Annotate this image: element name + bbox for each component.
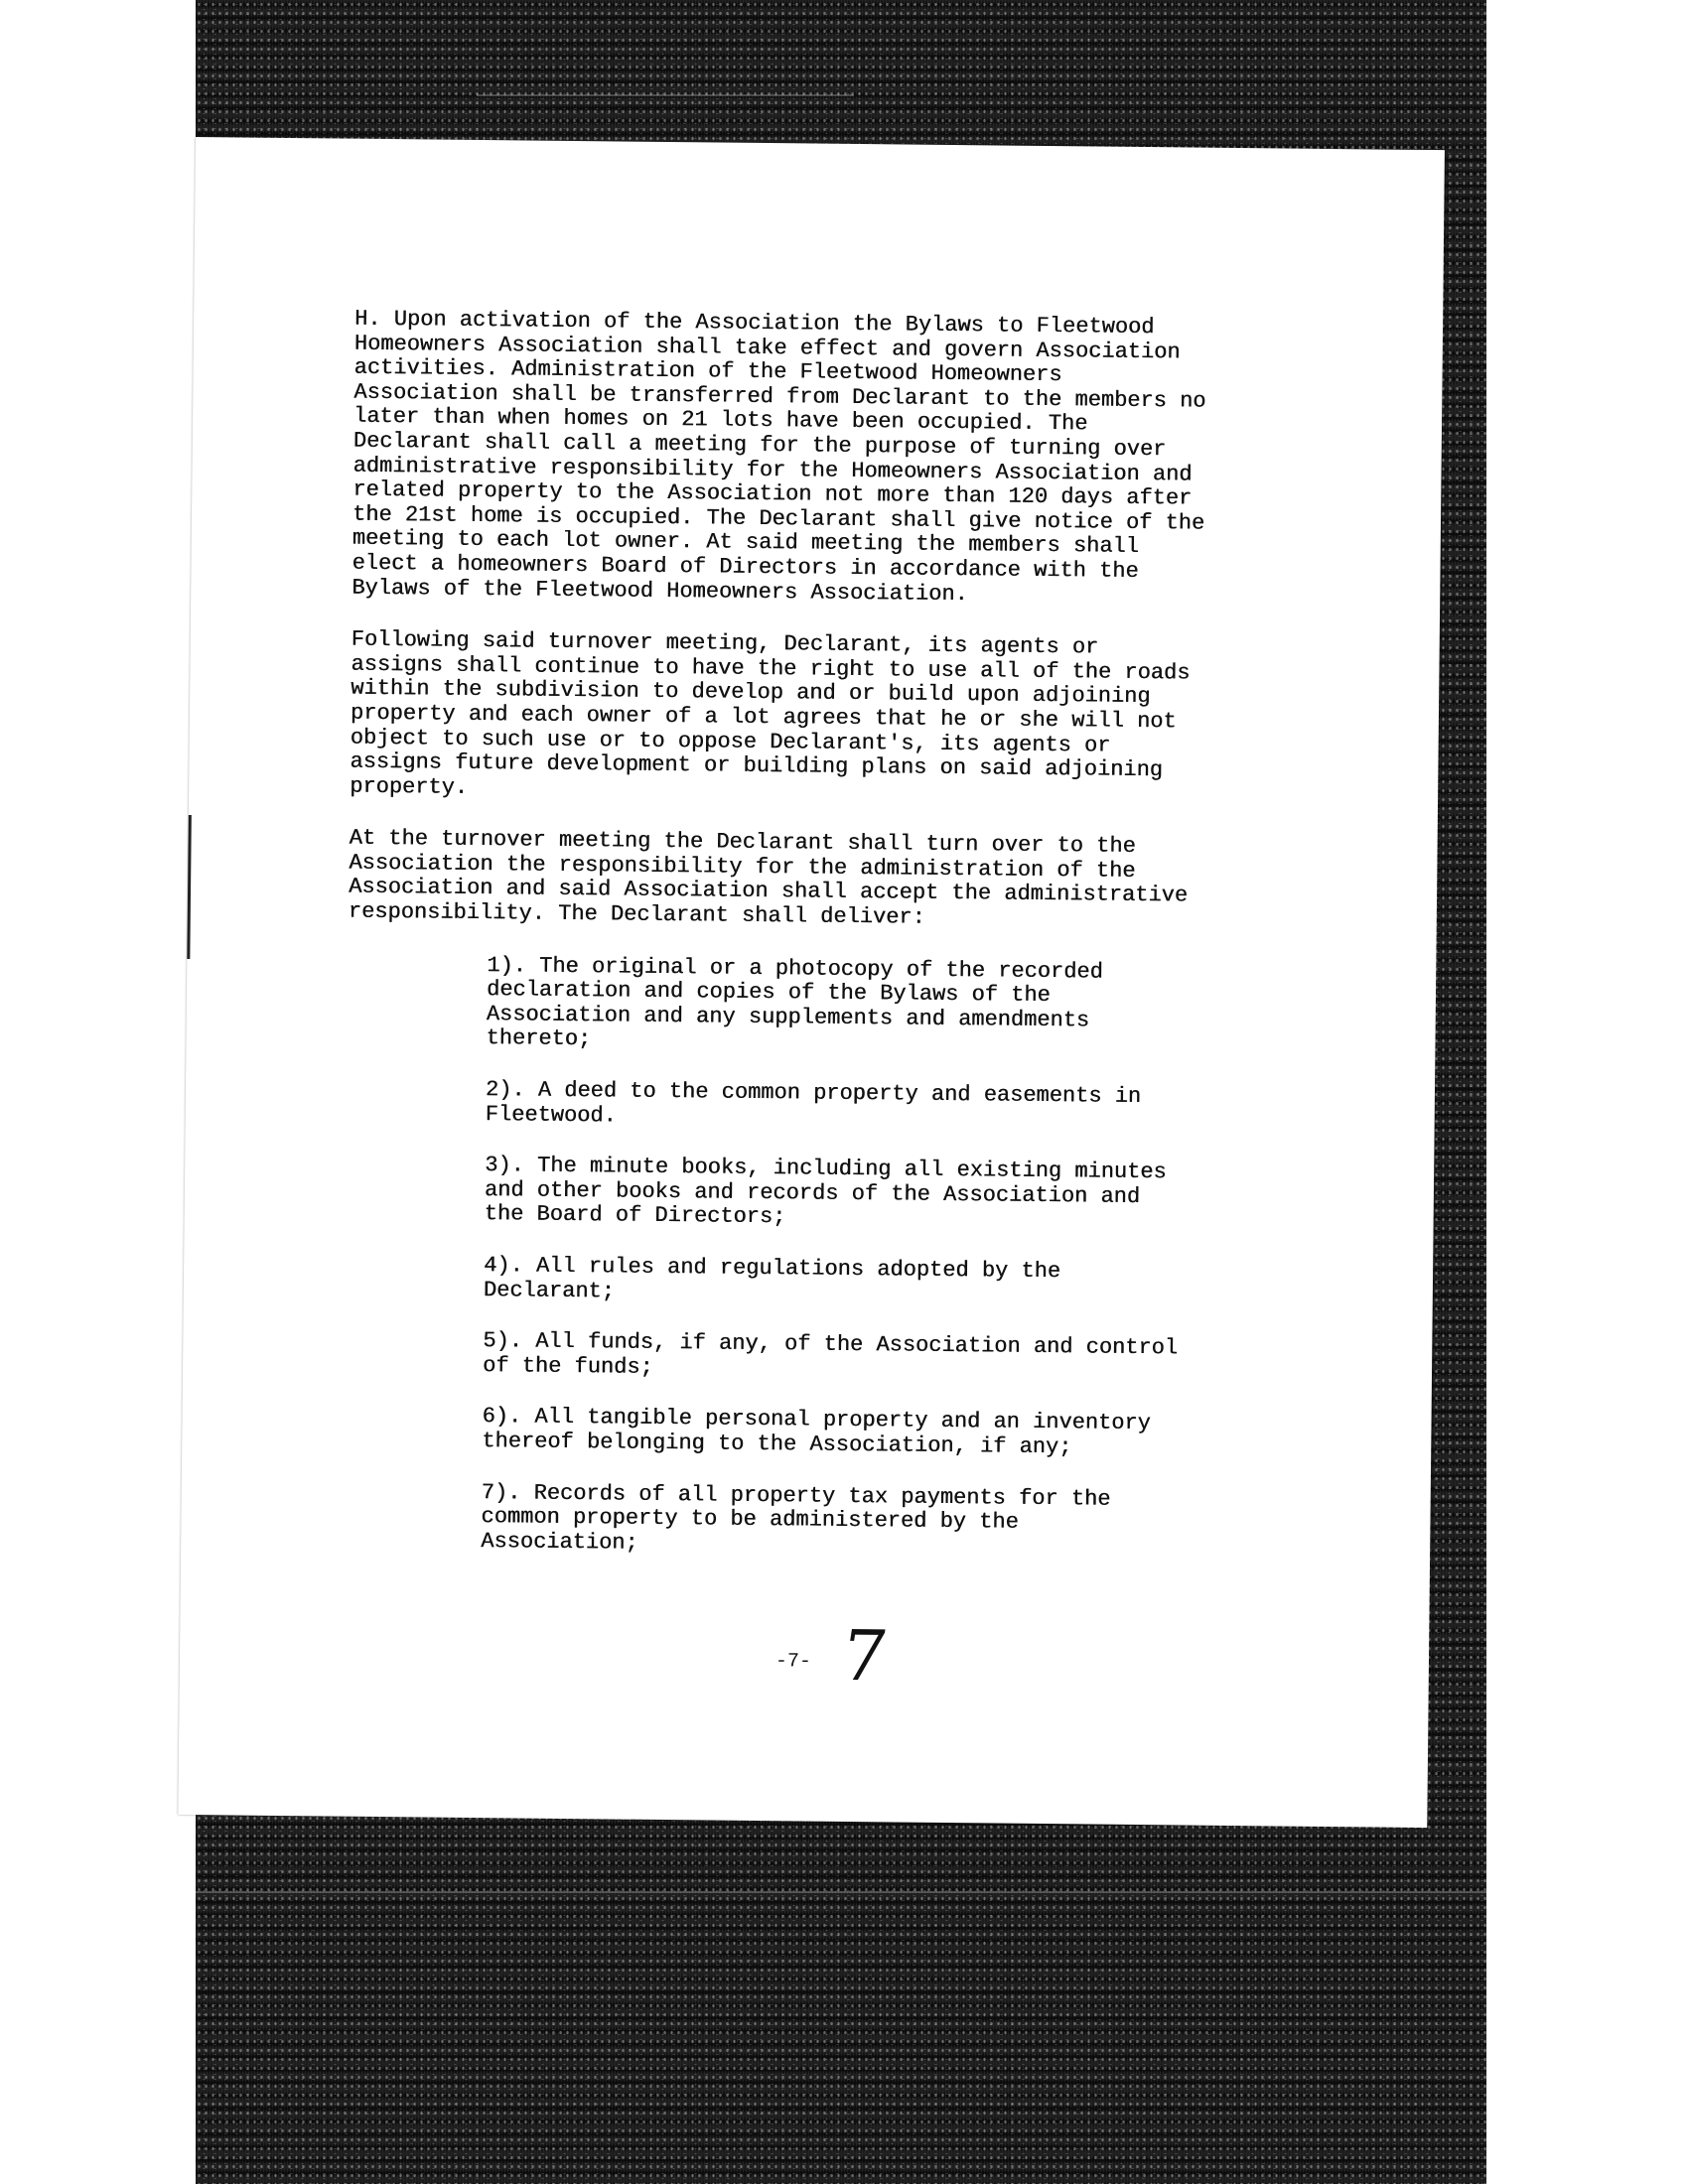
list-item: 2). A deed to the common property and easements in Fleetwood. [485,1077,1142,1129]
paragraph-following-turnover: Following said turnover meeting, Declarant, its agents or assigns shall continue to have the right to use all of the roads within the subdivision to develop and or build upon adjoining property and each owner of a lot agrees that he or she will not object to such use or to oppose Declarant's, its agents or assigns future development or building plans on said adjoining property. [350,626,1191,800]
delivery-list [481,954,1281,1563]
paragraph-turnover-meeting: At the turnover meeting the Declarant shall turn over to the Association the responsibility for the administration of the Association and said Association shall accept the administrative responsibility. The Declarant shall deliver: [348,825,1189,930]
document-body [342,308,1288,1589]
document-page [178,137,1445,1828]
page-edge-mark [187,815,192,959]
scan-streak [477,94,854,96]
page-number: -7- [774,1650,812,1674]
list-item: 1). The original or a photocopy of the recorded declaration and copies of the Bylaws of the Association and any supplements and amendments thereto; [486,952,1103,1052]
list-item: 3). The minute books, including all existing minutes and other books and records of the Association and the Board of Directors; [484,1153,1167,1230]
paragraph-h: H. Upon activation of the Association the Bylaws to Fleetwood Homeowners Association shall take effect and govern Association activities. Administration of the Fleetwood Homeowners Association shall be transferred from Declarant to the members no later than when homes on 21 lots have been occupied. The Declarant shall call a meeting for the purpose of turning over administrative responsibility for the Homeowners Association and related property to the Association not more than 120 days after the 21st home is occupied. The Declarant shall give notice of the meeting to each lot owner. At said meeting the members shall elect a homeowners Board of Directors in accordance with the Bylaws of the Fleetwood Homeowners Association. [352,306,1206,607]
list-item: 7). Records of all property tax payments for the common property to be administered by the Association; [481,1479,1111,1556]
scan-streak [196,1891,1486,1893]
handwritten-page-number: 7 [835,1614,893,1698]
list-item: 6). All tangible personal property and an inventory thereof belonging to the Association, if any; [482,1404,1151,1460]
list-item: 4). All rules and regulations adopted by the Declarant; [483,1253,1061,1304]
list-item: 5). All funds, if any, of the Association and control of the funds; [482,1328,1179,1380]
